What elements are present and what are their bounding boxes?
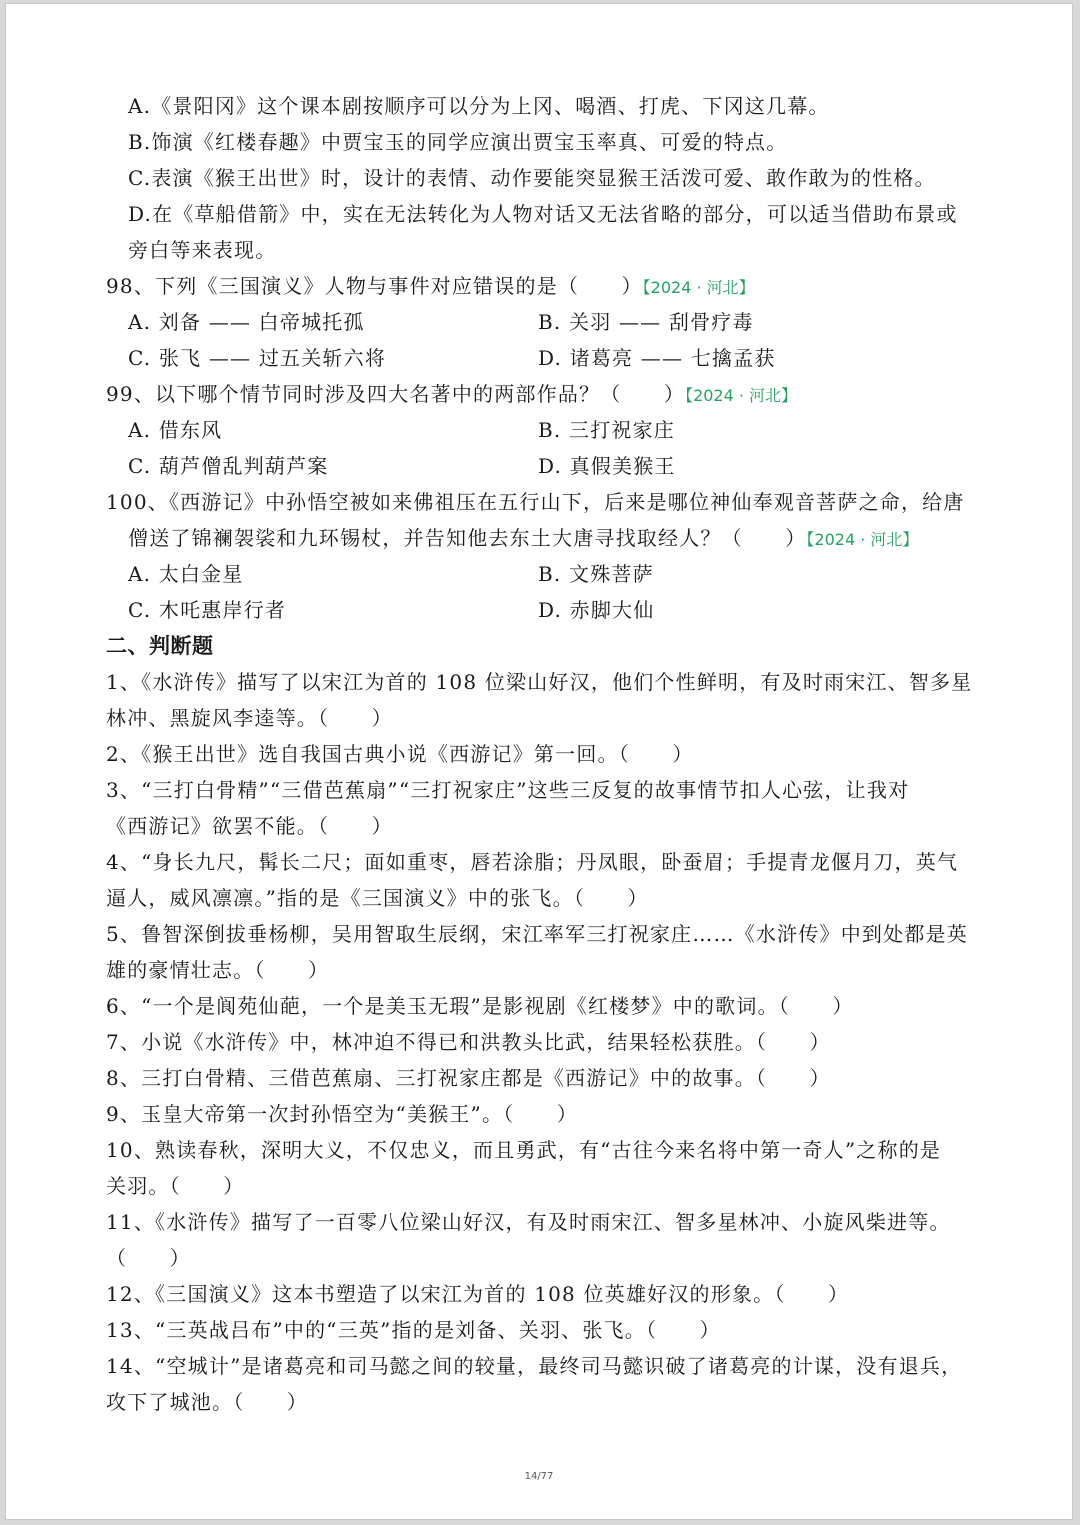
judgment-9: 9、玉皇大帝第一次封孙悟空为“美猴王”。（ ） [106,1102,578,1126]
q98-options-row [106,340,986,376]
judgment-13: 13、“三英战吕布”中的“三英”指的是刘备、关羽、张飞。（ ） [106,1318,721,1342]
q100-option-a: A. 太白金星 [128,562,244,586]
q99-option-b: B. 三打祝家庄 [538,418,676,442]
option-d: D.在《草船借箭》中，实在无法转化为人物对话又无法省略的部分，可以适当借助布景或 [128,202,958,226]
q100-option-b: B. 文殊菩萨 [538,562,654,586]
section-heading: 二、判断题 [106,634,214,658]
page-number: 14/77 [524,1471,554,1482]
source-tag: 【2024 · 河北】 [685,386,798,405]
q99-option-c: C. 葫芦僧乱判葫芦案 [128,454,329,478]
judgment-11-cont: （ ） [106,1246,191,1270]
q98-option-d: D. 诸葛亮 —— 七擒孟获 [538,346,776,370]
judgment-1-cont: 林冲、黑旋风李逵等。（ ） [106,706,393,730]
judgment-10: 10、熟读春秋，深明大义，不仅忠义，而且勇武，有“古往今来名将中第一奇人”之称的是 [106,1138,942,1162]
question-98 [106,268,986,304]
judgment-2: 2、《猴王出世》选自我国古典小说《西游记》第一回。（ ） [106,742,694,766]
q100-options-row [106,556,986,592]
judgment-8: 8、三打白骨精、三借芭蕉扇、三打祝家庄都是《西游记》中的故事。（ ） [106,1066,831,1090]
q99-option-d: D. 真假美猴王 [538,454,676,478]
judgment-3-cont: 《西游记》欲罢不能。（ ） [106,814,393,838]
question-100-text: 僧送了锦襕袈裟和九环锡杖，并告知他去东土大唐寻找取经人？（ ） [128,526,807,550]
document-page [6,4,1072,1519]
question-98-text: 98、下列《三国演义》人物与事件对应错误的是（ ） [106,274,643,298]
page-content [106,88,986,1420]
judgment-3: 3、“三打白骨精”“三借芭蕉扇”“三打祝家庄”这些三反复的故事情节扣人心弦，让我对 [106,778,910,802]
question-100-cont [106,520,986,556]
judgment-11: 11、《水浒传》描写了一百零八位梁山好汉，有及时雨宋江、智多星林冲、小旋风柴进等。 [106,1210,951,1234]
q98-options-row [106,304,986,340]
judgment-12: 12、《三国演义》这本书塑造了以宋江为首的 108 位英雄好汉的形象。（ ） [106,1282,850,1306]
option-a: A.《景阳冈》这个课本剧按顺序可以分为上冈、喝酒、打虎、下冈这几幕。 [128,94,830,118]
q98-option-c: C. 张飞 —— 过五关斩六将 [128,346,387,370]
judgment-5: 5、鲁智深倒拔垂杨柳，吴用智取生辰纲，宋江率军三打祝家庄……《水浒传》中到处都是英 [106,922,968,946]
judgment-10-cont: 关羽。（ ） [106,1174,245,1198]
option-d-cont: 旁白等来表现。 [128,238,277,262]
judgment-1: 1、《水浒传》描写了以宋江为首的 108 位梁山好汉，他们个性鲜明，有及时雨宋江、智多星 [106,670,973,694]
option-c: C.表演《猴王出世》时，设计的表情、动作要能突显猴王活泼可爱、敢作敢为的性格。 [128,166,936,190]
judgment-4-cont: 逼人，威风凛凛。”指的是《三国演义》中的张飞。（ ） [106,886,649,910]
q98-option-a: A. 刘备 —— 白帝城托孤 [128,310,365,334]
judgment-6: 6、“一个是阆苑仙葩，一个是美玉无瑕”是影视剧《红楼梦》中的歌词。（ ） [106,994,854,1018]
q99-options-row [106,448,986,484]
option-b: B.饰演《红楼春趣》中贾宝玉的同学应演出贾宝玉率真、可爱的特点。 [128,130,788,154]
source-tag: 【2024 · 河北】 [642,278,755,297]
q100-option-c: C. 木吒惠岸行者 [128,598,287,622]
question-99-text: 99、以下哪个情节同时涉及四大名著中的两部作品？（ ） [106,382,686,406]
judgment-14: 14、“空城计”是诸葛亮和司马懿之间的较量，最终司马懿识破了诸葛亮的计谋，没有退兵， [106,1354,963,1378]
q99-option-a: A. 借东风 [128,418,223,442]
question-99 [106,376,986,412]
q99-options-row [106,412,986,448]
judgment-7: 7、小说《水浒传》中，林冲迫不得已和洪教头比武，结果轻松获胜。（ ） [106,1030,831,1054]
judgment-14-cont: 攻下了城池。（ ） [106,1390,308,1414]
judgment-5-cont: 雄的豪情壮志。（ ） [106,958,330,982]
source-tag: 【2024 · 河北】 [806,530,919,549]
q98-option-b: B. 关羽 —— 刮骨疗毒 [538,310,754,334]
q100-option-d: D. 赤脚大仙 [538,598,655,622]
question-100: 100、《西游记》中孙悟空被如来佛祖压在五行山下，后来是哪位神仙奉观音菩萨之命，给唐 [106,490,965,514]
judgment-4: 4、“身长九尺，髯长二尺；面如重枣，唇若涂脂；丹凤眼，卧蚕眉；手提青龙偃月刀，英气 [106,850,959,874]
q100-options-row [106,592,986,628]
